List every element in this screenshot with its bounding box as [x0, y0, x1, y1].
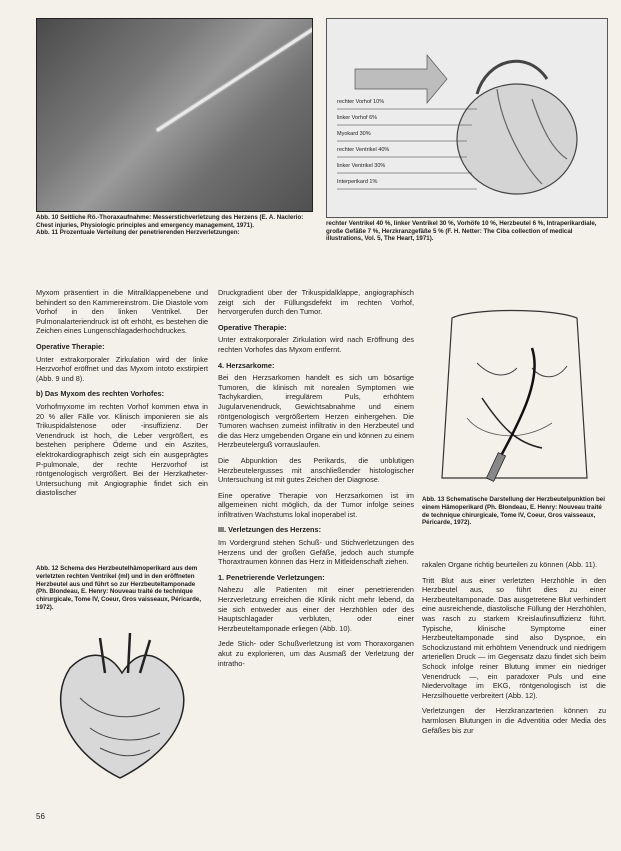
fig13-caption: Abb. 13 Schematische Darstellung der Herzbeutelpunktion bei einem Hämoperikard (Ph. Blondeau, E. Henry: Nouveau traité de technique chirurgicale, Tome IV, Coeur, Gros vaisseaux, Péricarde, 1972). — [422, 496, 605, 527]
col2-heading4: 1. Penetrierende Verletzungen: — [218, 572, 325, 582]
col1-para2: Unter extrakorporaler Zirkulation wird der linke Herzvorhof eröffnet und das Myxom intoto exstirpiert (Abb. 9 und 8). — [36, 354, 208, 383]
column-2 — [218, 288, 414, 674]
col3-para1: rakalen Organe richtig beurteilen zu können (Abb. 11). — [422, 560, 598, 569]
col3-para2: Tritt Blut aus einer verletzten Herzhöhle in den Herzbeutel aus, so führt dies zu einer Herzbeuteltamponade. Das ausgetretene Blut verhindert eine ausreichende, diastolische Füllung der Herzhöhlen, was rasch zu starkem Kreislaufinsuffizienz führt. Typische, klinische Symptome einer Herzbeuteltamponade sind also Dyspnoe, ein Schockzustand mit erhöhtem Venendruck und niedrigem arteriellen Druck — im Gegensatz dazu findet sich beim Schock infolge reiner Blutung immer ein niedriger Venendruck —, ein paradoxer Puls und eine Niedervoltage im EKG, röntgenologisch ist die Herzsilhouette verbreitert (Abb. 12). — [422, 575, 606, 700]
col1-heading1: Operative Therapie: — [36, 341, 105, 351]
col2-para4: Die Abpunktion des Perikards, die unblutigen Herzbeutelergusses mit anschließender histologischer Untersuchung ist mit gutes Zeichen der Diagnose. — [218, 455, 414, 485]
torso-diagram — [422, 288, 606, 488]
pointer-arrow — [355, 55, 447, 103]
fig11-caption: rechter Ventrikel 40 %, linker Ventrikel 30 %, Vorhöfe 10 %, Herzbeutel 6 %, Intraperikardiale, große Gefäße 7 %, Herzkranzgefäße 5 % (F. H. Netter: The Ciba collection of medical illustrations, Vol. 5, The Heart, 1971). — [326, 220, 597, 243]
xray-photo — [36, 18, 313, 212]
pericardiocentesis-illustration — [422, 288, 606, 488]
label-6: Interperikard 1% — [337, 179, 378, 185]
fig10-caption: Abb. 10 Seitliche Rö.-Thoraxaufnahme: Messerstichverletzung des Herzens (E. A. Naclerio: Chest injuries, Physiologic principles and emergency management, 1971). Abb. 11 Prozentuale Verteilung der penetrierenden Herzverletzungen: — [36, 214, 304, 237]
page-number: 56 — [36, 812, 45, 821]
label-5: linker Ventrikel 30% — [337, 163, 386, 169]
col1-heading2: b) Das Myxom des rechten Vorhofes: — [36, 389, 164, 399]
column-3 — [422, 560, 606, 741]
col2-heading2: 4. Herzsarkome: — [218, 360, 275, 370]
heart-sketch — [40, 628, 205, 788]
heart-shape — [457, 84, 577, 194]
label-1: rechter Vorhof 10% — [337, 99, 385, 105]
col1-para3: Vorhofmyxome im rechten Vorhof kommen etwa in 20 % aller Fälle vor. Klinisch imponieren sie als Trikuspidalstenose oder -insuffizienz. Der Venendruck ist hoch, die Leber vergrößert, es bestehen periphere Ödeme und ein Aszites, elektrokardiographisch zeigt sich ein ausgeprägtes P-pulmonale, der rechte Herzvorhof ist röntgenologisch vergrößert. Bei der Herzkatheter-Untersuchung mit Angiographie findet sich ein diastolischer — [36, 401, 208, 498]
catheter — [497, 348, 535, 463]
col1-para1: Myxom präsentiert in die Mitralklappenebene und behindert so den Kammereinstrom. Die Diastole vom Vorhof in den linken Ventrikel. Der Pulmonalarteriendruck ist oft erhöht, es bestehen die Zeichen eines Lungenschlagaderhochdruckes. — [36, 288, 208, 336]
col2-heading1: Operative Therapie: — [218, 322, 287, 332]
col2-para1: Druckgradient über der Trikuspidalklappe, angiographisch zeigt sich der Füllungsdefekt im rechten Vorhof, hervorgerufen durch den Tumor. — [218, 288, 414, 317]
col2-para6: Im Vordergrund stehen Schuß- und Stichverletzungen des Herzens und der großen Gefäße, jedoch auch stumpfe Thoraxtraumen können das Herz in Mitleidenschaft ziehen. — [218, 538, 414, 567]
syringe-icon — [486, 453, 505, 482]
label-2: linker Vorhof 6% — [337, 115, 378, 121]
col2-heading3: III. Verletzungen des Herzens: — [218, 525, 321, 535]
column-1 — [36, 288, 208, 504]
label-3: Myokard 30% — [337, 131, 371, 137]
col2-para5: Eine operative Therapie von Herzsarkomen ist im allgemeinen nicht möglich, da der Tumor infolge seines infiltrativen Wachstums lokal inoperabel ist. — [218, 490, 414, 519]
fig12-caption: Abb. 12 Schema des Herzbeutelhämoperikard aus dem verletzten rechten Ventrikel (ml) und in den eröffneten Herzbeutel aus und führt so zur Herzbeuteltamponade (Ph. Blondeau, E. Henry: Nouveau traité de technique chirurgicale, Tome IV, Coeur, Gros vaisseaux, Péricarde, 1972). — [36, 565, 202, 611]
col2-para8: Jede Stich- oder Schußverletzung ist vom Thoraxorganen akut zu explorieren, um das Ausmaß der Verletzung der intratho- — [218, 639, 414, 668]
col2-para3: Bei den Herzsarkomen handelt es sich um bösartige Tumoren, die klinisch mit norealen Symptomen wie Tachykardien, irregulärem Puls, erhöhtem Jugularvenendruck, Gewichtsabnahme und einem röntgenologisch vergrößertem Herzen einhergehen. Die Tumoren wachsen zumeist infiltrativ in den Herzbeutel und die das Herz umgebenden Organe ein und können zu einem Herzbeutelerguß vorrauslaufen. — [218, 373, 414, 450]
col2-para2: Unter extrakorporaler Zirkulation wird nach Eröffnung des rechten Vorhofes das Myxom entfernt. — [218, 335, 414, 354]
heart-distribution-illustration — [326, 18, 608, 218]
col2-para7: Nahezu alle Patienten mit einer penetrierenden Herzverletzung erreichen die Klinik nicht mehr lebend, da sie sich entweder aus einer der Herzhöhlen oder des Hauptschlagader verbluten, oder einer Herzbeuteltamponade erliegen (Abb. 10). — [218, 585, 414, 633]
heart-sketch-fig12 — [40, 628, 205, 788]
label-4: rechter Ventrikel 40% — [337, 147, 390, 153]
col3-para3: Verletzungen der Herzkranzarterien können zu harmlosen Blutungen in die Adventitia oder Media des Gefäßes bis zur — [422, 706, 606, 735]
knife-blade-shadow — [156, 18, 313, 132]
